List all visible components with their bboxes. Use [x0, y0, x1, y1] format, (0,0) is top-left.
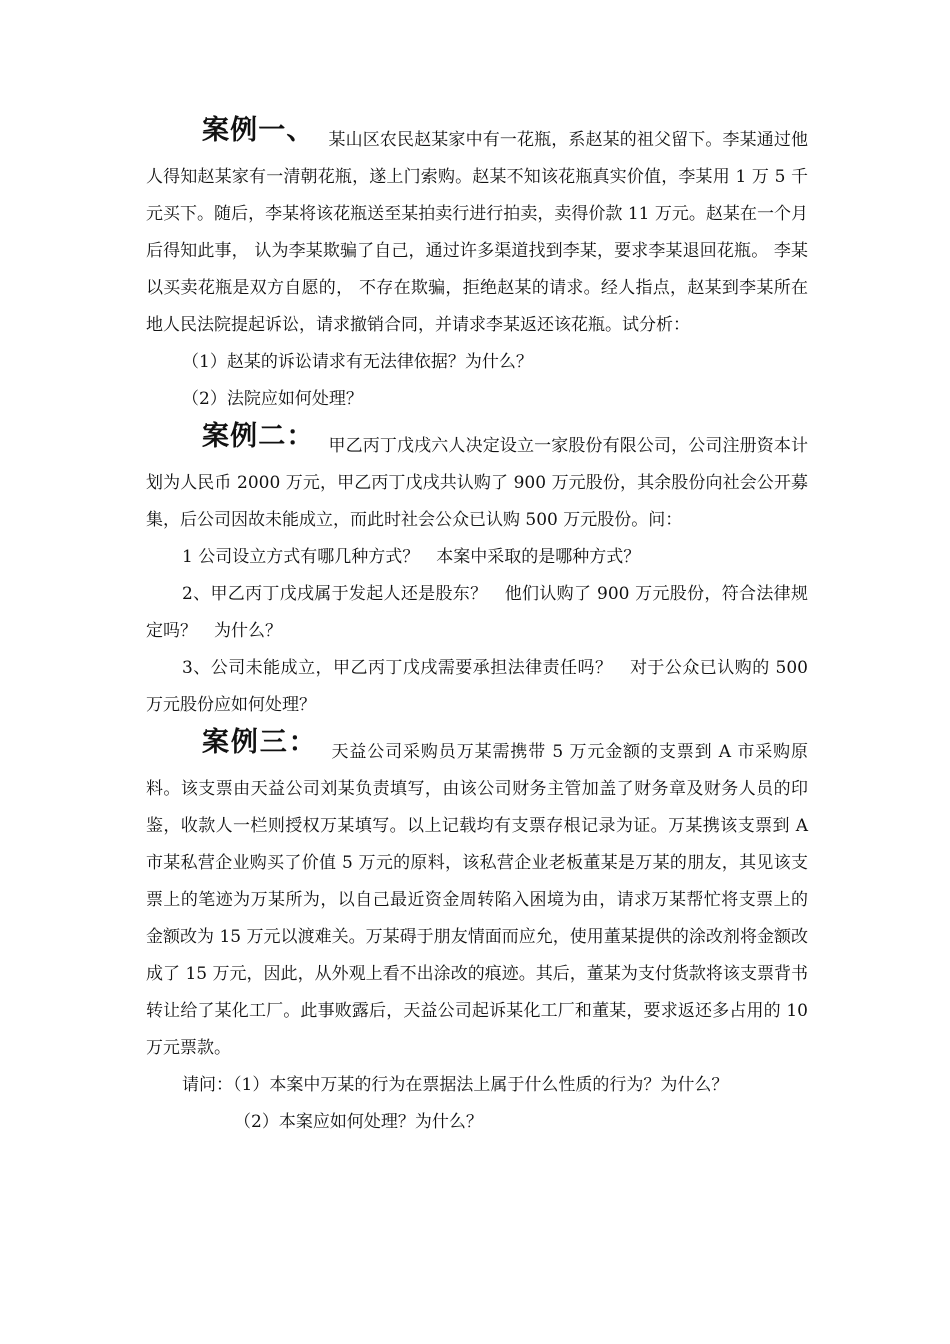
case3-body: 天益公司采购员万某需携带 5 万元金额的支票到 A 市采购原料。该支票由天益公司刘某负责填写，由该公司财务主管加盖了财务章及财务人员的印鉴，收款人一栏则授权万某填写。以上记载均有支票存根记录为证。万某携该支票到 A 市某私营企业购买了价值 5 万元的原料，该私营企业老板董某是万某的朋友，其见该支票上的笔迹为万某所为，以自己最近资金周转陷入困境为由，请求万某帮忙将支票上的金额改为 15 万元以渡难关。万某碍于朋友情面而应允，使用董某提供的涂改剂将金额改成了 15 万元，因此，从外观上看不出涂改的痕迹。其后，董某为支付货款将该支票背书转让给了某化工厂。此事败露后，天益公司起诉某化工厂和董某，要求返还多占用的 10 万元票款。 [146, 742, 808, 1058]
document-content [146, 115, 809, 1141]
case2-question-2: 2、甲乙丙丁戊戌属于发起人还是股东？ 他们认购了 900 万元股份，符合法律规定吗？ 为什么？ [146, 584, 808, 641]
case2-paragraph [146, 421, 809, 539]
case2-question-3: 3、公司未能成立，甲乙丙丁戊戌需要承担法律责任吗？ 对于公众已认购的 500 万元股份应如何处理？ [146, 658, 808, 715]
case2-question-1: 1 公司设立方式有哪几种方式？ 本案中采取的是哪种方式？ [182, 547, 641, 567]
case1-paragraph [146, 115, 809, 344]
case3-question-2: （2）本案应如何处理？为什么？ [234, 1112, 483, 1132]
case1-body: 某山区农民赵某家中有一花瓶，系赵某的祖父留下。李某通过他人得知赵某家有一清朝花瓶，遂上门索购。赵某不知该花瓶真实价值，李某用 1 万 5 千元买下。随后，李某将该花瓶送至某拍卖行进行拍卖，卖得价款 11 万元。赵某在一个月后得知此事， 认为李某欺骗了自己，通过许多渠道找到李某，要求李某退回花瓶。 李某以买卖花瓶是双方自愿的， 不存在欺骗，拒绝赵某的请求。经人指点，赵某到李某所在地人民法院提起诉讼，请求撤销合同，并请求李某返还该花瓶。试分析： [146, 130, 809, 335]
case3-paragraph [146, 727, 808, 1067]
case1-title: 案例一、 [202, 115, 315, 146]
case2-body: 甲乙丙丁戊戌六人决定设立一家股份有限公司，公司注册资本计划为人民币 2000 万元，甲乙丙丁戊戌共认购了 900 万元股份，其余股份向社会公开募集，后公司因故未能成立，而此时社会公众已认购 500 万元股份。问： [146, 436, 809, 530]
case2-title: 案例二： [202, 421, 315, 452]
case1-question-2: （2）法院应如何处理？ [182, 389, 363, 409]
case1-question-1: （1）赵某的诉讼请求有无法律依据？为什么？ [182, 352, 533, 372]
case3-question-1: 请问：（1）本案中万某的行为在票据法上属于什么性质的行为？为什么？ [182, 1075, 729, 1095]
case3-title: 案例三： [202, 727, 318, 758]
